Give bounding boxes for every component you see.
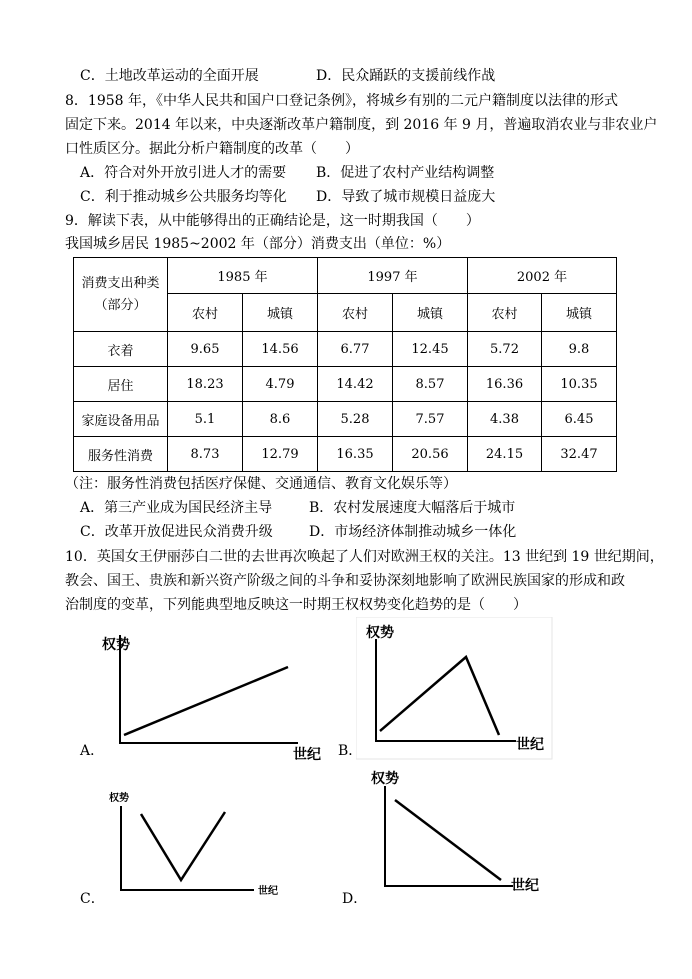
graph-c — [104, 786, 294, 901]
table-type-header — [74, 258, 168, 332]
table-cell: 18.23 — [168, 367, 243, 402]
table-row — [74, 332, 617, 367]
table-cell: 8.57 — [393, 367, 468, 402]
q9-option-c: C．改革开放促进民众消费升级 — [80, 524, 273, 540]
q8-option-c: C．利于推动城乡公共服务均等化 — [80, 189, 287, 205]
table-cell: 10.35 — [542, 367, 617, 402]
table-row — [74, 367, 617, 402]
table-subheader: 农村 — [168, 294, 243, 332]
table-cell: 24.15 — [468, 437, 542, 472]
graph-c-y-label: 权势 — [109, 793, 129, 804]
graph-d-y-label: 权势 — [371, 771, 399, 787]
graph-a-letter: A． — [80, 743, 105, 759]
q10-stem-line1: 10．英国女王伊丽莎白二世的去世再次唤起了人们对欧洲王权的关注。13 世纪到 19 世纪期间， — [65, 549, 664, 565]
q8-option-d: D．导致了城市规模日益庞大 — [316, 189, 496, 205]
row-label: 居住 — [74, 367, 168, 402]
table-cell: 20.56 — [393, 437, 468, 472]
graph-d-x-label: 世纪 — [511, 878, 539, 894]
q9-option-a: A．第三产业成为国民经济主导 — [80, 500, 273, 516]
table-cell: 12.79 — [243, 437, 318, 472]
table-cell: 9.8 — [542, 332, 617, 367]
table-type-header-line2: （部分） — [94, 297, 147, 313]
table-cell: 5.72 — [468, 332, 542, 367]
table-cell: 32.47 — [542, 437, 617, 472]
graph-d-axes — [385, 786, 513, 886]
graph-b-x-label: 世纪 — [516, 737, 544, 753]
graph-a-x-label: 世纪 — [293, 747, 321, 763]
table-row — [74, 437, 617, 472]
table-cell: 5.1 — [168, 402, 243, 437]
graph-b — [356, 617, 556, 762]
table-subheader: 农村 — [318, 294, 393, 332]
q8-stem-line2: 固定下来。2014 年以来，中央逐渐改革户籍制度，到 2016 年 9 月，普遍取消农业与非农业户 — [65, 117, 658, 133]
q9-table-caption: 我国城乡居民 1985~2002 年（部分）消费支出（单位：%） — [65, 236, 451, 252]
graph-d — [368, 768, 568, 898]
graph-d-letter: D． — [342, 891, 368, 907]
table-cell: 5.28 — [318, 402, 393, 437]
q8-option-b: B．促进了农村产业结构调整 — [316, 165, 495, 181]
table-subheader: 城镇 — [542, 294, 617, 332]
q9-option-d: D．市场经济体制推动城乡一体化 — [309, 524, 517, 540]
q10-stem-line3: 治制度的变革，下列能典型地反映这一时期王权权势变化趋势的是（ ） — [65, 597, 527, 613]
graph-b-y-label: 权势 — [366, 625, 394, 641]
table-year-header: 2002 年 — [468, 258, 617, 294]
graph-b-trend-line — [380, 657, 499, 735]
table-cell: 8.73 — [168, 437, 243, 472]
graph-b-letter: B． — [338, 743, 363, 759]
table-row — [74, 402, 617, 437]
table-subheader: 城镇 — [243, 294, 318, 332]
q9-stem: 9．解读下表，从中能够得出的正确结论是，这一时期我国（ ） — [65, 213, 480, 229]
table-subheader: 农村 — [468, 294, 542, 332]
q9-table-note: （注：服务性消费包括医疗保健、交通通信、教育文化娱乐等） — [65, 476, 457, 492]
table-year-header: 1997 年 — [318, 258, 468, 294]
graph-a — [98, 625, 338, 765]
table-cell: 4.38 — [468, 402, 542, 437]
consumption-table — [73, 257, 617, 472]
q9-option-b: B．农村发展速度大幅落后于城市 — [309, 500, 516, 516]
table-cell: 16.35 — [318, 437, 393, 472]
row-label: 衣着 — [74, 332, 168, 367]
graph-c-letter: C． — [80, 891, 105, 907]
table-subheader: 城镇 — [393, 294, 468, 332]
table-cell: 7.57 — [393, 402, 468, 437]
row-label: 服务性消费 — [74, 437, 168, 472]
table-year-header: 1985 年 — [168, 258, 318, 294]
q8-stem-line3: 口性质区分。据此分析户籍制度的改革（ ） — [65, 141, 359, 157]
graph-a-y-label: 权势 — [102, 637, 130, 653]
graph-d-trend-line — [395, 800, 501, 880]
table-cell: 8.6 — [243, 402, 318, 437]
table-cell: 9.65 — [168, 332, 243, 367]
graph-c-axes — [121, 806, 254, 890]
table-cell: 6.77 — [318, 332, 393, 367]
table-cell: 14.42 — [318, 367, 393, 402]
q8-option-a: A．符合对外开放引进人才的需要 — [80, 165, 287, 181]
graph-a-trend-line — [124, 667, 288, 735]
table-cell: 14.56 — [243, 332, 318, 367]
q8-stem-line1: 8．1958 年，《中华人民共和国户口登记条例》，将城乡有别的二元户籍制度以法律的形式 — [65, 93, 618, 109]
graph-c-trend-line — [141, 812, 225, 880]
graph-c-x-label: 世纪 — [258, 886, 278, 897]
q10-stem-line2: 教会、国王、贵族和新兴资产阶级之间的斗争和妥协深刻地影响了欧洲民族国家的形成和政 — [65, 573, 625, 589]
table-cell: 6.45 — [542, 402, 617, 437]
row-label: 家庭设备用品 — [74, 402, 168, 437]
q7-option-c: C．土地改革运动的全面开展 — [80, 68, 259, 84]
table-cell: 12.45 — [393, 332, 468, 367]
table-cell: 4.79 — [243, 367, 318, 402]
q7-option-d: D．民众踊跃的支援前线作战 — [316, 68, 496, 84]
table-type-header-line1: 消费支出种类 — [81, 275, 160, 291]
table-cell: 16.36 — [468, 367, 542, 402]
